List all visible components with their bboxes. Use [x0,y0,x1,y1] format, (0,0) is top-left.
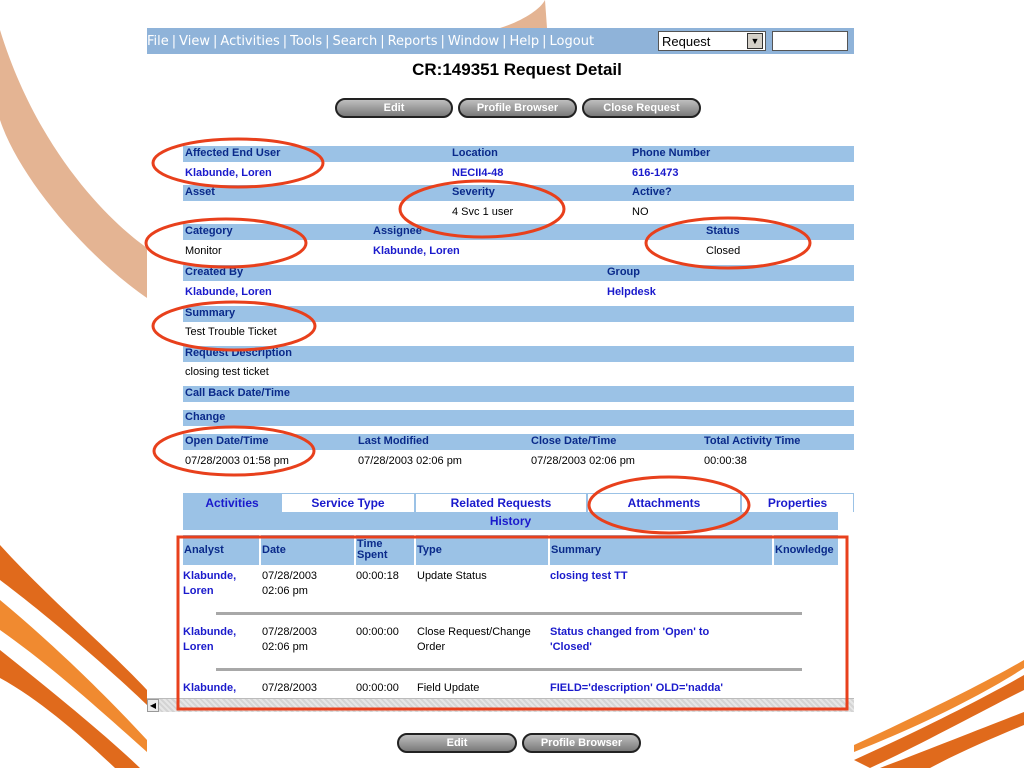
header-row [183,146,854,162]
record-type-value: Request [662,33,711,49]
menu-search[interactable]: Search [332,33,378,49]
detail-tabs [183,493,854,512]
row-date: 07/28/2003 02:06 pm [262,626,318,653]
call-back-label: Call Back Date/Time [185,387,290,399]
row-divider [216,668,802,671]
tab-properties[interactable]: Properties [741,493,854,512]
tab-activities[interactable]: Activities [183,493,281,512]
header-row [183,185,854,201]
row-time-spent: 00:00:00 [356,682,399,694]
category-label: Category [185,225,233,237]
menu-tools[interactable]: Tools [290,33,323,49]
total-activity-time-label: Total Activity Time [704,435,801,447]
menu-separator: | [542,33,547,49]
assignee-label: Assignee [373,225,422,237]
menu-activities[interactable]: Activities [220,33,280,49]
menu-help[interactable]: Help [509,33,540,49]
row-analyst-link[interactable]: Klabunde, Loren [183,626,237,653]
menu-view[interactable]: View [179,33,211,49]
horizontal-scrollbar[interactable] [147,698,854,712]
open-date-label: Open Date/Time [185,435,269,447]
close-request-button[interactable]: Close Request [582,98,701,118]
phone-label: Phone Number [632,147,711,159]
summary-value: Test Trouble Ticket [185,326,277,338]
active-value: NO [632,206,649,218]
scroll-left-icon[interactable]: ◀ [147,699,159,712]
row-summary-link[interactable]: FIELD='description' OLD='nadda' [550,682,724,694]
affected-end-user-label: Affected End User [185,147,281,159]
profile-browser-button-bottom[interactable]: Profile Browser [522,733,641,753]
history-header: History [183,512,838,530]
asset-label: Asset [185,186,215,198]
page-title: CR:149351 Request Detail [412,60,622,79]
column-summary: Summary [550,535,772,565]
status-label: Status [706,225,740,237]
row-date: 07/28/2003 02:06 pm [262,570,318,597]
search-input[interactable] [772,31,848,51]
column-type: Type [416,535,548,565]
record-type-select[interactable] [658,31,766,51]
row-divider [216,612,802,615]
menu-separator: | [325,33,330,49]
header-row [183,306,854,322]
close-date-label: Close Date/Time [531,435,617,447]
header-row [183,410,854,426]
tab-service-type[interactable]: Service Type [281,493,415,512]
column-date: Date [261,535,354,565]
row-analyst-link[interactable]: Klabunde, [183,682,237,694]
severity-label: Severity [452,186,495,198]
row-analyst-link[interactable]: Klabunde, Loren [183,570,237,597]
menu-logout[interactable]: Logout [549,33,595,49]
created-by-link[interactable]: Klabunde, Loren [185,286,272,298]
active-label: Active? [632,186,672,198]
severity-value: 4 Svc 1 user [452,206,514,218]
last-modified-value: 07/28/2003 02:06 pm [358,455,462,467]
edit-button[interactable]: Edit [335,98,453,118]
menu-window[interactable]: Window [447,33,500,49]
header-row [183,265,854,281]
phone-value: 616-1473 [632,167,679,179]
open-date-value: 07/28/2003 01:58 pm [185,455,289,467]
menu-separator: | [171,33,177,49]
group-label: Group [607,266,640,278]
menu-separator: | [502,33,507,49]
request-description-label: Request Description [185,347,292,359]
row-type: Field Update [417,682,480,694]
row-type: Update Status [417,570,487,582]
summary-label: Summary [185,307,236,319]
column-time-spent: Time Spent [356,535,414,565]
menu-bar [147,28,854,54]
column-analyst: Analyst [183,535,259,565]
assignee-link[interactable]: Klabunde, Loren [373,245,460,257]
request-description-value: closing test ticket [185,366,269,378]
menu-separator: | [213,33,218,49]
row-date: 07/28/2003 [262,682,318,694]
chevron-down-icon[interactable]: ▼ [747,33,763,49]
tab-related-requests[interactable]: Related Requests [415,493,587,512]
group-link[interactable]: Helpdesk [607,286,656,298]
menu-separator: | [282,33,288,49]
request-detail-window [147,28,854,768]
close-date-value: 07/28/2003 02:06 pm [531,455,635,467]
menu-separator: | [380,33,385,49]
last-modified-label: Last Modified [358,435,429,447]
history-table-header [183,535,838,565]
row-time-spent: 00:00:18 [356,570,399,582]
affected-end-user-link[interactable]: Klabunde, Loren [185,167,272,179]
row-time-spent: 00:00:00 [356,626,399,638]
location-label: Location [452,147,498,159]
total-activity-time-value: 00:00:38 [704,455,747,467]
location-link[interactable]: NECII4-48 [452,167,504,179]
edit-button-bottom[interactable]: Edit [397,733,517,753]
created-by-label: Created By [185,266,244,278]
tab-attachments[interactable]: Attachments [587,493,741,512]
menu-separator: | [440,33,445,49]
row-summary-link[interactable]: Status changed from 'Open' to 'Closed' [550,626,710,653]
category-value: Monitor [185,245,222,257]
profile-browser-button[interactable]: Profile Browser [458,98,577,118]
column-knowledge: Knowledge [774,535,838,565]
status-value: Closed [706,245,741,257]
header-row [183,224,854,240]
menu-reports[interactable]: Reports [387,33,438,49]
change-label: Change [185,411,226,423]
row-summary-link[interactable]: closing test TT [550,570,628,582]
menu-file[interactable]: File [147,33,169,49]
row-type: Close Request/Change Order [417,626,531,653]
